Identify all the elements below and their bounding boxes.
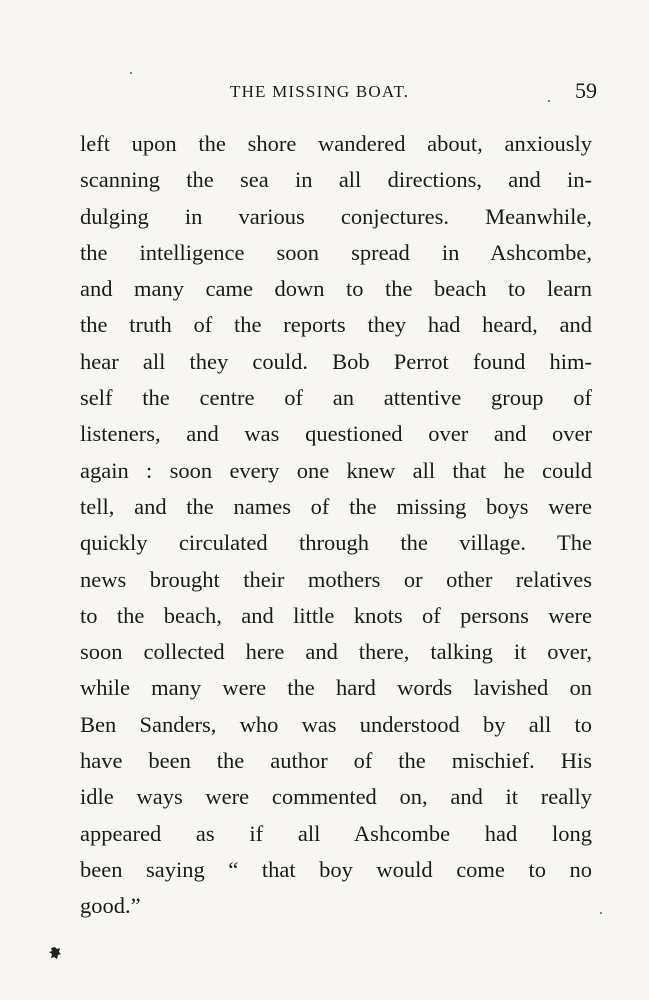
text-line: hear all they could. Bob Perrot found him- bbox=[80, 348, 592, 374]
text-line: appeared as if all Ashcombe had long bbox=[80, 820, 592, 846]
text-line: and many came down to the beach to learn bbox=[80, 276, 592, 302]
running-title: THE MISSING BOAT. bbox=[230, 82, 410, 101]
print-speck bbox=[600, 912, 602, 914]
text-line: idle ways were commented on, and it really bbox=[80, 784, 592, 810]
text-line: news brought their mothers or other relatives bbox=[80, 566, 592, 592]
text-line: Ben Sanders, who was understood by all to bbox=[80, 711, 592, 737]
text-line: the intelligence soon spread in Ashcombe, bbox=[80, 239, 592, 265]
text-line: have been the author of the mischief. His bbox=[80, 748, 592, 774]
running-header bbox=[0, 78, 649, 108]
body-text bbox=[80, 126, 592, 925]
text-line: quickly circulated through the village. The bbox=[80, 530, 592, 556]
ink-blot-icon bbox=[48, 946, 62, 960]
text-line: while many were the hard words lavished on bbox=[80, 675, 592, 701]
text-line: good.” bbox=[80, 893, 141, 919]
print-speck bbox=[130, 72, 132, 74]
text-line: to the beach, and little knots of persons were bbox=[80, 602, 592, 628]
text-line: scanning the sea in all directions, and in- bbox=[80, 167, 592, 193]
text-line: dulging in various conjectures. Meanwhile, bbox=[80, 203, 592, 229]
text-line: again : soon every one knew all that he could bbox=[80, 457, 592, 483]
text-line: soon collected here and there, talking it over, bbox=[80, 639, 592, 665]
text-line: left upon the shore wandered about, anxiously bbox=[80, 131, 592, 156]
text-line: listeners, and was questioned over and over bbox=[80, 421, 592, 447]
page-number: 59 bbox=[575, 78, 597, 103]
text-line: self the centre of an attentive group of bbox=[80, 385, 592, 411]
text-line: tell, and the names of the missing boys were bbox=[80, 493, 592, 519]
text-line: been saying “ that boy would come to no bbox=[80, 856, 592, 882]
print-speck bbox=[548, 100, 550, 102]
text-line: the truth of the reports they had heard, and bbox=[80, 312, 592, 338]
